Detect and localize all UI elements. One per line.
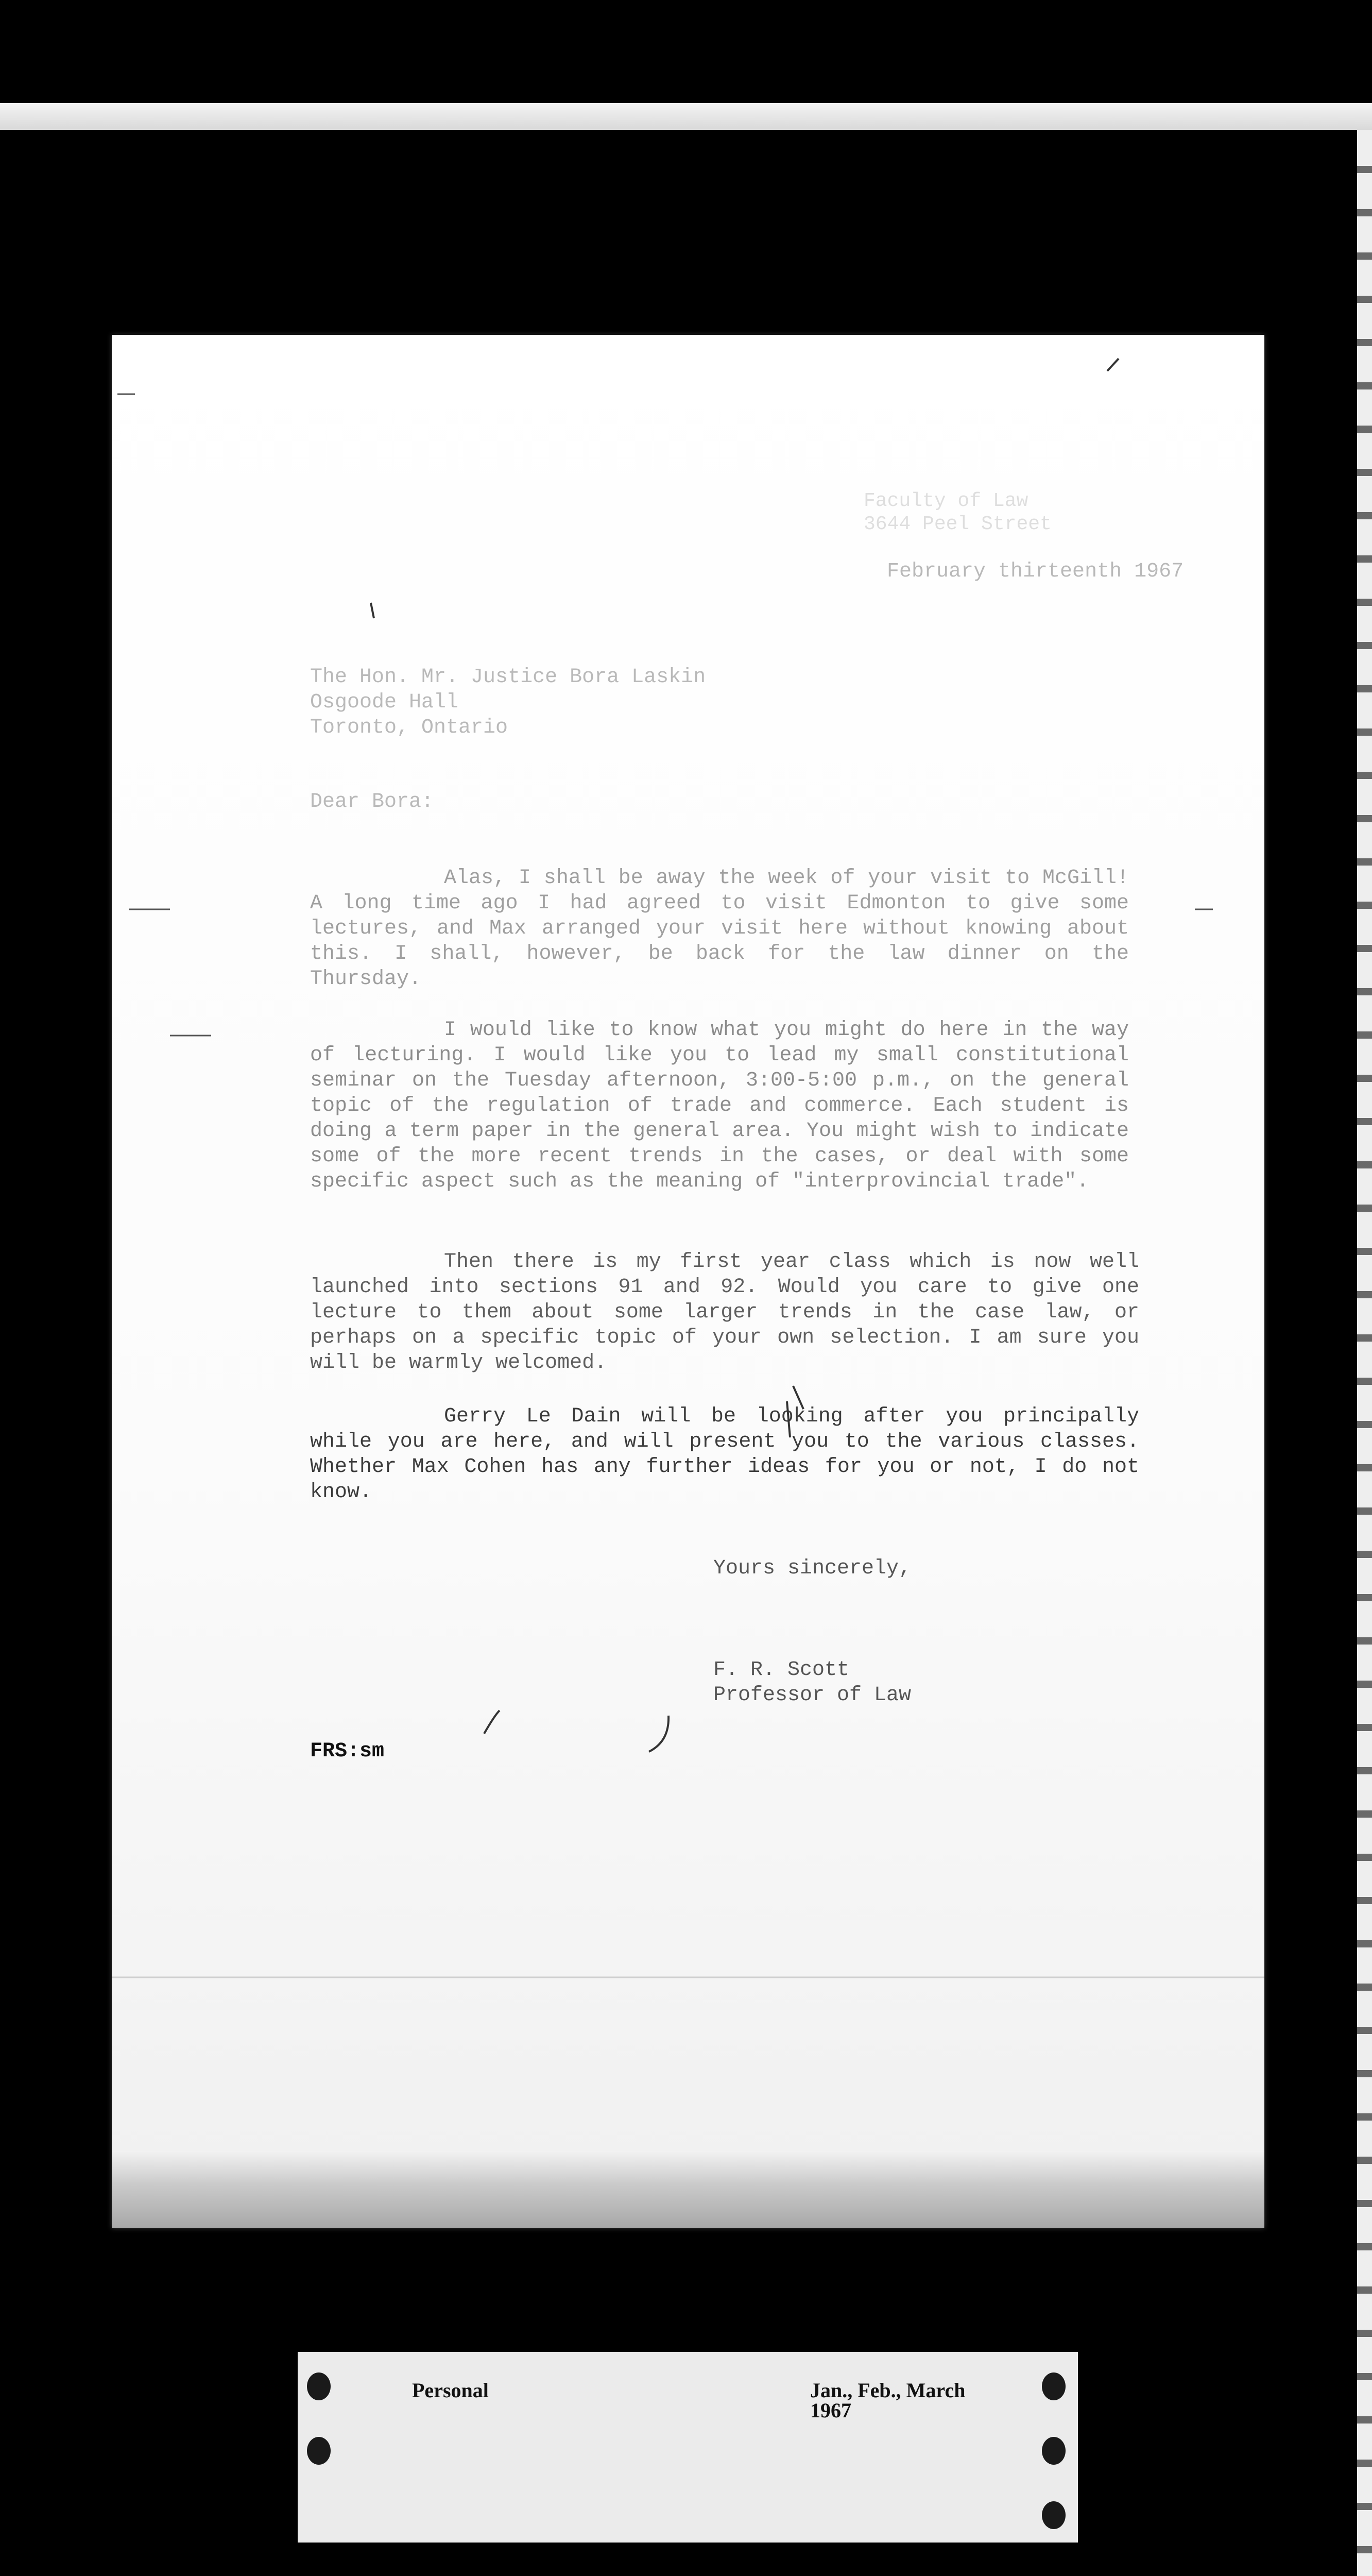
body-paragraph-4: Gerry Le Dain will be looking after you principally while you are here, and will present you to the various classes. Whether Max Cohen has any further ideas for you or not, I do not know.	[310, 1405, 1139, 1504]
recipient-address-line2: Toronto, Ontario	[310, 716, 508, 739]
complimentary-close: Yours sincerely,	[713, 1557, 912, 1580]
body-paragraph-3: Then there is my first year class which is now well launched into sections 91 and 92. Would you care to give one lecture to them about some larger trends in the case law, or perhaps on a specific topic of your own selection. I am sure you will be warmly welcomed.	[310, 1250, 1139, 1375]
signer-name: F. R. Scott	[713, 1658, 850, 1682]
recipient-name: The Hon. Mr. Justice Bora Laskin	[310, 666, 706, 689]
label-category: Personal	[412, 2379, 489, 2402]
letterhead-line-address: 3644 Peel Street	[864, 513, 1052, 535]
body-paragraph-2: I would like to know what you might do here in the way of lecturing. I would like you to lead my small constitutional seminar on the Tuesday afternoon, 3:00-5:00 p.m., on the general topic of the regulation of trade and commerce. Each student is doing a term paper in the general area. You might wish to indicate some of the more recent trends in the cases, or deal with some specific aspect such as the meaning of "interprovincial trade".	[310, 1019, 1129, 1193]
label-card-holes	[298, 2352, 1078, 2543]
card-punch-hole	[1042, 2501, 1066, 2529]
scratch-mark	[793, 1386, 803, 1409]
salutation: Dear Bora:	[310, 790, 434, 814]
card-punch-hole	[307, 2437, 331, 2465]
reference-initials: FRS:sm	[310, 1740, 385, 1763]
body-paragraph-1: Alas, I shall be away the week of your visit to McGill! A long time ago I had agreed to visit Edmonton to give some lectures, and Max arranged your visit here without knowing about this. I shall, however, be back for the law dinner on the Thursday.	[310, 867, 1129, 991]
card-punch-hole	[1042, 2372, 1066, 2400]
signer-title: Professor of Law	[713, 1684, 912, 1707]
scratch-mark	[371, 603, 374, 618]
recipient-address-line1: Osgoode Hall	[310, 691, 459, 714]
scratch-mark	[1107, 359, 1119, 371]
label-period-year: 1967	[810, 2399, 851, 2422]
label-period-months: Jan., Feb., March	[810, 2379, 966, 2402]
scratch-mark	[787, 1401, 790, 1437]
scratch-mark	[649, 1716, 668, 1752]
letterhead-line-faculty: Faculty of Law	[864, 490, 1028, 512]
scratch-mark	[484, 1710, 500, 1734]
card-punch-hole	[1042, 2437, 1066, 2465]
card-punch-hole	[307, 2372, 331, 2400]
letter-date: February thirteenth 1967	[887, 560, 1184, 583]
